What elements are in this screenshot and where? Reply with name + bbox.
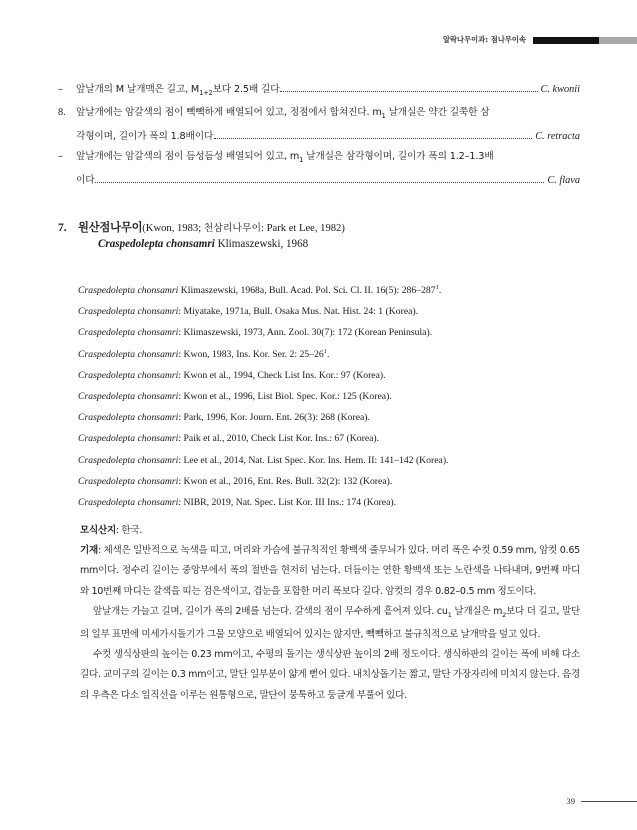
forewing-text-post: 보다 더 길고, 말단의 일부 표면에 미세가시돌기가 그물 모양으로 배열되어 있지는 않지만, 빽빽하고 불규칙적으로 날개막을 덮고 있다. <box>80 605 580 640</box>
key-line <box>76 103 580 126</box>
key-text-post: 날개실은 삼각형이며, 길이가 폭의 1.2–1.3배 <box>303 151 494 163</box>
diagnosis-paragraph <box>80 541 580 602</box>
synonymy-taxon-name: Craspedolepta chonsamri <box>78 433 179 445</box>
key-entry <box>58 80 580 103</box>
synonymy-item <box>78 279 598 300</box>
key-text-continued: 각형이며, 길이가 폭의 1.8배이다 <box>76 130 214 142</box>
page-footer <box>566 796 637 806</box>
header-black-bar <box>533 37 599 44</box>
dot-leader <box>95 181 544 183</box>
synonymy-taxon-name: Craspedolepta chonsamri <box>78 391 179 403</box>
forewing-text-mid: 날개실은 m <box>451 605 503 617</box>
diagnosis-label: 기재 <box>80 545 98 557</box>
synonymy-taxon-name: Craspedolepta chonsamri <box>78 369 179 381</box>
synonymy-item <box>78 449 598 470</box>
species-heading <box>58 219 588 250</box>
dot-leader <box>280 90 537 92</box>
forewing-subscript-cu: 1 <box>447 610 452 619</box>
synonymy-item <box>78 364 598 385</box>
synonymy-item <box>78 491 598 512</box>
key-marker: 8. <box>58 107 66 119</box>
page-number: 39 <box>566 796 575 806</box>
synonymy-citation: Klimaszewski, 1968a, Bull. Acad. Pol. Sci. Cl. II. 16(5): 286–287 <box>178 285 436 297</box>
synonymy-citation: : NIBR, 2019, Nat. Spec. List Kor. III Ins.: 174 (Korea). <box>178 497 397 509</box>
synonymy-item <box>78 470 598 491</box>
type-locality-paragraph <box>80 521 580 541</box>
forewing-text-pre: 앞날개는 가늘고 길며, 길이가 폭의 2배를 넘는다. 갈색의 점이 무수하게 흩어져 있다. cu <box>93 605 448 617</box>
synonymy-footnote-marker: 1 <box>323 347 327 355</box>
synonymy-item <box>78 406 598 427</box>
species-authority-pre: (Kwon, 1983; <box>142 223 204 234</box>
synonymy-taxon-name: Craspedolepta chonsamri <box>78 327 179 339</box>
synonymy-taxon-name: Craspedolepta chonsamri <box>78 454 179 466</box>
key-text-continued: 이다 <box>76 174 95 186</box>
key-entry-body <box>76 147 580 191</box>
key-subscript: 1 <box>299 156 304 165</box>
synonymy-item <box>78 300 598 321</box>
key-subscript: 1+2 <box>199 88 213 97</box>
synonymy-citation: : Kwon, 1983, Ins. Kor. Ser. 2: 25–26 <box>178 348 324 360</box>
synonymy-item <box>78 385 598 406</box>
dot-leader <box>214 137 532 139</box>
genitalia-paragraph: 수컷 생식상판의 높이는 0.23 mm이고, 수평의 돌기는 생식상판 높이의 2배 정도이다. 생식하판의 길이는 폭에 비해 다소 길다. 교미구의 길이는 0.3 mm이고, 말단 일부분이 얇게 뻗어 있다. 내치상돌기는 짧고, 말단 가장자리에 미치지 않는다. 음경의 우측은 다소 일직선을 이루는 원통형으로, 말단이 뭉툭하고 둥글게 부풀어 있다. <box>80 649 580 701</box>
synonymy-taxon-name: Craspedolepta chonsamri <box>78 348 179 360</box>
species-authority-post: : Park et Lee, 1982) <box>261 223 345 234</box>
key-text <box>76 147 494 170</box>
key-entry-body <box>76 103 580 147</box>
synonymy-item <box>78 321 598 342</box>
key-line <box>76 171 580 192</box>
key-text-pre: 앞날개의 M 날개맥은 길고, M <box>76 84 200 95</box>
key-text-post: 보다 2.5배 길다 <box>212 84 280 95</box>
key-taxon-name: C. retracta <box>535 130 580 142</box>
synonymy-list <box>78 279 598 512</box>
synonymy-taxon-name: Craspedolepta chonsamri <box>78 306 179 318</box>
synonymy-citation: : Miyatake, 1971a, Bull. Osaka Mus. Nat. Hist. 24: 1 (Korea). <box>178 306 419 318</box>
synonymy-citation: : Kwon et al., 2016, Ent. Res. Bull. 32(2): 132 (Korea). <box>178 475 393 487</box>
key-text-pre: 앞날개에는 암갈색의 점이 듬성듬성 배열되어 있고, m <box>76 151 300 163</box>
synonymy-citation: : Lee et al., 2014, Nat. List Spec. Kor. Ins. Hem. II: 141–142 (Korea). <box>178 454 449 466</box>
description-section <box>80 521 580 706</box>
synonymy-item <box>78 427 598 448</box>
key-text-pre: 앞날개에는 암갈색의 점이 빽빽하게 배열되어 있고, 정점에서 합쳐진다. m <box>76 107 382 119</box>
species-authority <box>142 223 345 234</box>
key-line <box>76 80 580 103</box>
synonymy-citation: : Kwon et al., 1996, List Biol. Spec. Kor.: 125 (Korea). <box>178 391 392 403</box>
synonymy-tail: . <box>438 285 442 297</box>
synonymy-tail: . <box>326 348 330 360</box>
key-entry <box>58 103 580 147</box>
synonymy-citation: : Paik et al., 2010, Check List Kor. Ins.: 67 (Korea). <box>178 433 380 445</box>
species-number: 7. <box>58 221 67 234</box>
synonymy-item <box>78 343 598 364</box>
synonymy-citation: : Klimaszewski, 1973, Ann. Zool. 30(7): 172 (Korean Peninsula). <box>178 327 433 339</box>
key-entry-body <box>76 80 580 103</box>
synonymy-taxon-name: Craspedolepta chonsamri <box>78 475 179 487</box>
species-heading-line-2 <box>58 238 588 250</box>
species-latin-authority: Klimaszewski, 1968 <box>214 238 309 250</box>
synonymy-footnote-marker: 1 <box>435 284 439 291</box>
key-line <box>76 127 580 148</box>
key-subscript: 1 <box>381 112 386 121</box>
running-header-title: 알락나무이과: 점나무이속 <box>442 35 526 44</box>
synonymy-taxon-name: Craspedolepta chonsamri <box>78 497 179 509</box>
key-text-post: 날개실은 약간 길쭉한 삼 <box>385 107 490 119</box>
synonymy-citation: : Park, 1996, Kor. Journ. Ent. 26(3): 268 (Korea). <box>178 412 370 424</box>
key-text <box>76 103 489 126</box>
forewing-subscript-m: 2 <box>502 610 507 619</box>
header-gray-bar <box>599 37 637 44</box>
species-korean-name: 원산점나무이 <box>78 221 143 234</box>
synonymy-taxon-name: Craspedolepta chonsamri <box>78 412 179 424</box>
forewing-paragraph <box>80 602 580 645</box>
synonymy-citation: : Kwon et al., 1994, Check List Ins. Kor.: 97 (Korea). <box>178 369 386 381</box>
key-text <box>76 80 279 103</box>
key-marker: – <box>58 151 63 163</box>
running-header <box>0 33 637 47</box>
diagnosis-text: : 체색은 일반적으로 녹색을 띠고, 머리와 가슴에 불규칙적인 황백색 줄무늬가 있다. 머리 폭은 수컷 0.59 mm, 암컷 0.65 mm이다. 정수리 길이는 중앙부에서 폭의 절반을 현저히 넘는다. 더듬이는 연한 황백색 또는 노란색을 나타내며, 9번째 마디와 10번째 마디는 갈색을 띠는 검은색이고, 겹눈을 포함한 머리 폭보다 길다. 암컷의 경우 0.82–0.5 mm 정도이다. <box>80 545 580 597</box>
species-heading-line-1 <box>58 219 588 235</box>
footer-rule <box>581 801 637 802</box>
key-taxon-name: C. flava <box>547 174 580 186</box>
key-entry <box>58 147 580 191</box>
type-locality-label: 모식산지 <box>80 525 116 536</box>
dichotomous-key-block <box>58 80 580 191</box>
species-heading-text <box>78 219 345 235</box>
key-taxon-name: C. kwonii <box>540 84 580 95</box>
key-line <box>76 147 580 170</box>
synonymy-taxon-name: Craspedolepta chonsamri <box>78 285 179 297</box>
species-authority-korean: 천삼리나무이 <box>203 223 262 234</box>
type-locality-value: : 한국. <box>115 525 143 536</box>
species-latin-name: Craspedolepta chonsamri <box>98 238 215 250</box>
key-marker: – <box>58 84 63 95</box>
